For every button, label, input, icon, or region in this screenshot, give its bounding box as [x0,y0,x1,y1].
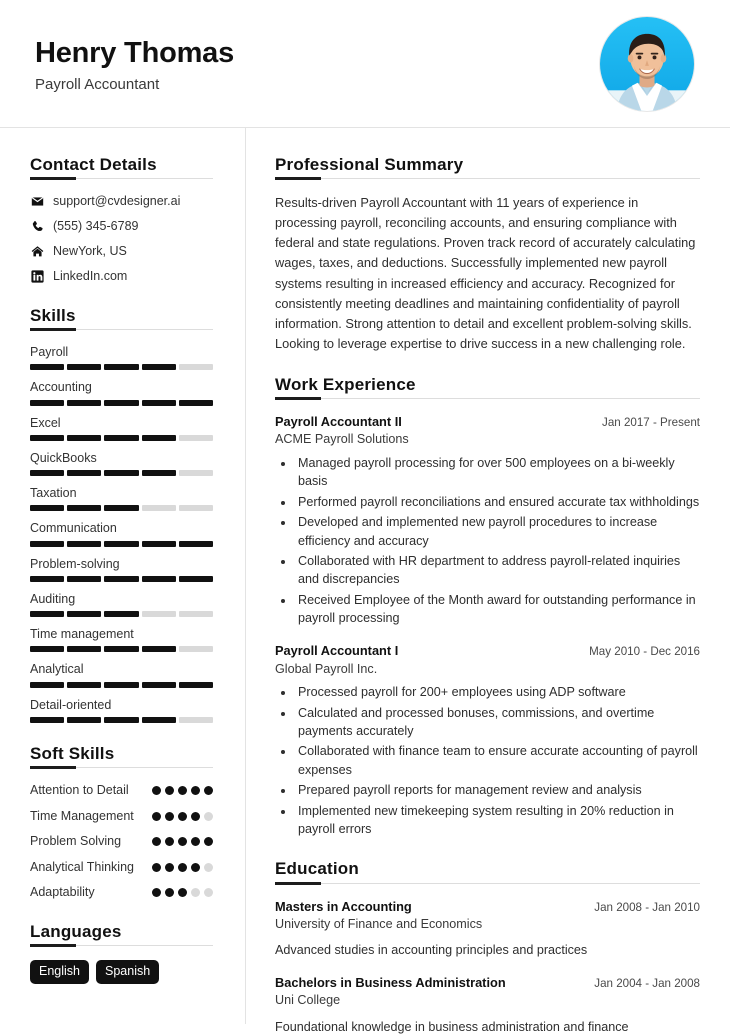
skill-segment [67,364,101,370]
contact-value: LinkedIn.com [53,268,128,283]
skill-segment [104,470,138,476]
skill-segment [67,505,101,511]
list-item: • Received Employee of the Month award for outstanding performance in payroll processing [295,591,700,628]
skill-segment [142,400,176,406]
home-icon [30,244,44,258]
skill-level-bar [30,541,213,547]
rating-dot [165,812,174,821]
skill-segment [30,682,64,688]
section-heading: Education [275,859,359,879]
skill-level-bar [30,364,213,370]
skill-segment [30,541,64,547]
skill-row [30,344,213,370]
education-date-range: Jan 2004 - Jan 2008 [594,976,700,990]
contact-item-linkedin[interactable] [30,268,213,285]
soft-skill-rating [152,833,213,846]
skill-segment [142,611,176,617]
skill-segment [179,646,213,652]
skill-segment [179,400,213,406]
entry-header [275,413,700,430]
section-work-experience [275,374,700,838]
rating-dot [191,786,200,795]
job-date-range: May 2010 - Dec 2016 [589,645,700,659]
institution-name: Uni College [275,992,341,1007]
avatar [599,16,695,112]
skill-label: Taxation [30,486,77,500]
skill-row [30,520,213,546]
skill-label: Detail-oriented [30,697,112,712]
skill-segment [67,717,101,723]
skill-level-bar [30,435,213,441]
rating-dot [204,837,213,846]
skill-label: Time management [30,627,134,641]
responsibility-list [275,683,700,838]
skill-segment [104,400,138,406]
skill-segment [30,400,64,406]
section-professional-summary [275,154,700,354]
list-item: • Prepared payroll reports for management review and analysis [295,781,700,799]
skill-segment [104,576,138,582]
languages-list [30,960,213,984]
skill-segment [104,646,138,652]
section-education [275,858,700,1036]
section-heading: Soft Skills [30,743,115,763]
rating-dot [152,863,161,872]
soft-skill-row [30,833,213,850]
degree-title: Bachelors in Business Administration [275,974,506,990]
institution-name: University of Finance and Economics [275,916,483,931]
skill-level-bar [30,611,213,617]
skill-segment [30,470,64,476]
resume-header [0,0,730,128]
skill-segment [104,505,138,511]
skill-level-bar [30,717,213,723]
rating-dot [178,812,187,821]
soft-skill-rating [152,808,213,821]
skill-level-bar [30,682,213,688]
list-item: • Managed payroll processing for over 500 employees on a bi-weekly basis [295,454,700,491]
skill-segment [67,611,101,617]
rating-dot [165,786,174,795]
list-item: • Processed payroll for 200+ employees using ADP software [295,683,700,701]
soft-skill-row [30,782,213,799]
sidebar [0,128,246,1024]
skill-label: Accounting [30,380,92,395]
skill-segment [67,470,101,476]
rating-dot [191,888,200,897]
skill-level-bar [30,576,213,582]
skill-segment [179,505,213,511]
skill-segment [30,611,64,617]
skill-label: Payroll [30,345,69,359]
skills-list [30,344,213,723]
soft-skill-label: Adaptability [30,885,95,899]
skill-level-bar [30,400,213,406]
skill-segment [142,505,176,511]
skill-segment [179,611,213,617]
skill-segment [30,505,64,511]
rating-dot [191,812,200,821]
summary-text: Results-driven Payroll Accountant with 11 years of experience in processing payroll, reconciling accounts, and ensuring compliance with federal and state regulations. Proven track record of accurately calculating wages, taxes, and deductions. Successfully implemented new payroll systems resulting in increased efficiency and accuracy. Recognized for consistently meeting deadlines and maintaining confidentiality of payroll information. Strong attention to detail and excellent problem-solving skills. Looking to leverage expertise to drive success in a new challenging role. [275,195,696,351]
skill-segment [67,576,101,582]
heading-rule [30,945,213,946]
soft-skill-row [30,808,213,825]
skill-row [30,591,213,617]
page-title: Henry Thomas [35,36,235,69]
soft-skill-label: Time Management [30,808,134,823]
section-heading: Contact Details [30,155,157,174]
soft-skill-label: Attention to Detail [30,783,129,797]
section-heading: Skills [30,305,76,325]
contact-item-phone[interactable] [30,218,213,235]
skill-segment [179,541,213,547]
rating-dot [165,837,174,846]
skill-segment [30,576,64,582]
skill-row [30,697,213,723]
rating-dot [178,888,187,897]
skill-row [30,626,213,652]
skill-segment [104,611,138,617]
skill-segment [142,682,176,688]
heading-rule [30,767,213,768]
soft-skill-rating [152,859,213,872]
skill-segment [67,541,101,547]
skill-segment [104,717,138,723]
soft-skill-rating [152,782,213,795]
soft-skill-label: Analytical Thinking [30,859,134,874]
list-item: • Developed and implemented new payroll procedures to increase efficiency and accuracy [295,513,700,550]
skill-row [30,556,213,582]
job-title: Payroll Accountant [35,76,160,94]
section-languages [30,921,213,984]
skill-segment [67,646,101,652]
job-role: Payroll Accountant I [275,643,399,659]
skill-row [30,661,213,687]
contact-item-location[interactable] [30,243,213,260]
responsibility-list [275,454,700,627]
linkedin-icon [30,269,44,283]
rating-dot [191,863,200,872]
section-soft-skills [30,743,213,901]
rating-dot [204,863,213,872]
skill-segment [67,435,101,441]
skill-row [30,379,213,405]
rating-dot [204,812,213,821]
skill-segment [142,576,176,582]
skill-segment [30,717,64,723]
skill-segment [179,435,213,441]
section-skills [30,305,213,723]
main-content [246,128,730,1034]
skill-label: Analytical [30,662,84,677]
resume-body [0,128,730,1034]
experience-list [275,413,700,838]
skill-row [30,485,213,511]
skill-label: Problem-solving [30,556,120,571]
entry-header [275,974,700,991]
rating-dot [165,863,174,872]
language-pill: Spanish [96,960,159,984]
experience-entry [275,413,700,627]
skill-segment [30,646,64,652]
skill-label: Auditing [30,591,76,606]
skill-segment [104,435,138,441]
degree-title: Masters in Accounting [275,898,412,914]
contact-value: (555) 345-6789 [53,219,139,234]
skill-segment [30,435,64,441]
envelope-icon [30,195,44,209]
section-heading: Languages [30,921,122,941]
skill-segment [142,717,176,723]
rating-dot [178,837,187,846]
skill-segment [142,541,176,547]
rating-dot [152,786,161,795]
rating-dot [152,812,161,821]
job-role: Payroll Accountant II [275,414,402,430]
skill-level-bar [30,505,213,511]
contact-list [30,193,213,285]
skill-segment [142,646,176,652]
section-heading: Professional Summary [275,155,464,174]
contact-value: support@cvdesigner.ai [53,194,181,209]
rating-dot [178,786,187,795]
skill-segment [67,682,101,688]
skill-segment [142,435,176,441]
rating-dot [165,888,174,897]
skill-row [30,450,213,476]
heading-rule [275,178,700,179]
education-description: Foundational knowledge in business administration and finance [275,1019,629,1034]
section-heading: Work Experience [275,374,416,394]
education-entry [275,974,700,1036]
skill-segment [179,682,213,688]
rating-dot [152,888,161,897]
job-date-range: Jan 2017 - Present [602,416,700,430]
soft-skills-list [30,782,213,901]
phone-icon [30,220,44,234]
employer-name: ACME Payroll Solutions [275,432,409,447]
rating-dot [152,837,161,846]
skill-segment [179,717,213,723]
language-pill: English [30,960,89,984]
rating-dot [178,863,187,872]
list-item: • Collaborated with HR department to address payroll-related inquiries and discrepancies [295,552,700,589]
heading-rule [30,329,213,330]
rating-dot [204,888,213,897]
soft-skill-row [30,859,213,876]
list-item: • Implemented new timekeeping system resulting in 20% reduction in payroll errors [295,802,700,839]
contact-value: NewYork, US [53,244,127,258]
skill-segment [67,400,101,406]
skill-segment [179,364,213,370]
skill-segment [104,682,138,688]
skill-label: Excel [30,415,61,430]
education-entry [275,898,700,960]
skill-segment [179,576,213,582]
list-item: • Collaborated with finance team to ensure accurate accounting of payroll expenses [295,742,700,779]
skill-segment [104,364,138,370]
skill-segment [142,364,176,370]
heading-rule [275,398,700,399]
skill-segment [179,470,213,476]
contact-item-email[interactable] [30,193,213,210]
employer-name: Global Payroll Inc. [275,661,378,676]
heading-rule [30,178,213,179]
skill-level-bar [30,646,213,652]
experience-entry [275,642,700,838]
heading-rule [275,883,700,884]
list-item: • Calculated and processed bonuses, commissions, and overtime payments accurately [295,704,700,741]
rating-dot [204,786,213,795]
section-contact-details [30,154,213,285]
skill-level-bar [30,470,213,476]
soft-skill-rating [152,884,213,897]
identity-block [35,33,234,94]
skill-segment [30,364,64,370]
skill-row [30,415,213,441]
education-description: Advanced studies in accounting principles and practices [275,943,588,958]
list-item: • Performed payroll reconciliations and ensured accurate tax withholdings [295,493,700,511]
education-list [275,898,700,1036]
entry-header [275,642,700,659]
skill-label: QuickBooks [30,450,97,465]
rating-dot [191,837,200,846]
education-date-range: Jan 2008 - Jan 2010 [594,900,700,914]
soft-skill-row [30,884,213,901]
soft-skill-label: Problem Solving [30,834,122,848]
skill-segment [104,541,138,547]
skill-label: Communication [30,521,117,536]
entry-header [275,898,700,915]
skill-segment [142,470,176,476]
